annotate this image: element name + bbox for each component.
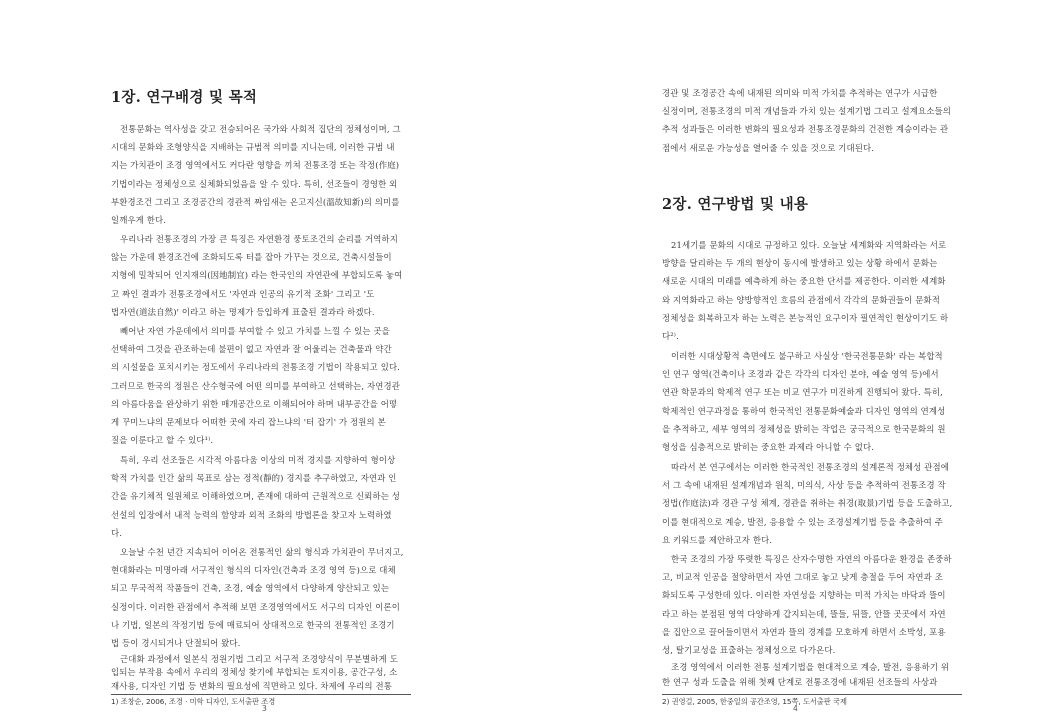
text-line: 고, 비교적 인공을 절양하면서 자연 그대로 놓고 낮게 층절을 두어 자연과 조 <box>662 572 943 583</box>
text-line: 추적 성과들은 이러한 변화의 필요성과 전통조경문화의 건전한 계승이라는 관 <box>662 124 949 135</box>
text-line: 의 시설물을 포치시키는 정도에서 우리나라의 전통조경 기법이 작용되고 있다. <box>111 362 400 373</box>
text-line: 다. <box>111 527 123 538</box>
text-line: 근대화 과정에서 일본식 정원기법 그리고 서구적 조경양식이 무분별하게 도 <box>120 654 398 664</box>
text-line: 을 추적하고, 세부 영역의 정체성을 밝히는 작업은 궁극적으로 한국문화의 원 <box>662 423 946 434</box>
footnote: 1) 조창순, 2006, 조경 · 미학 디자인, 도서출판 조경 <box>111 697 276 706</box>
text-line: 요 키워드를 제안하고자 한다. <box>662 534 773 545</box>
text-line: 선택하여 그것을 관조하는데 불편이 없고 자연과 잘 어울리는 건축물과 약간 <box>111 344 392 355</box>
text-line: 실정이며, 전통조경의 미적 개념들과 가치 있는 설계기법 그리고 설계요소들의 <box>662 106 951 117</box>
text-line: 기법이라는 정체성으로 실체화되었음을 알 수 있다. 특히, 선조들이 경영한 외 <box>111 178 398 189</box>
text-line: 새로운 시대의 미래를 예측하게 하는 중요한 단서를 제공한다. 이러한 세계화 <box>662 276 946 287</box>
text-line: 입되는 부작용 속에서 우리의 정체성 찾기에 부합되는 토지이용, 공간구성, 소 <box>111 667 398 678</box>
left-page <box>0 0 530 722</box>
paragraph <box>662 660 964 689</box>
footnote-separator <box>662 694 962 695</box>
paragraph <box>662 84 964 157</box>
text-line: 지는 가치관이 조경 영역에서도 커다란 영향을 끼쳐 전통조경 또는 작정(作庭) <box>111 160 400 171</box>
text-line: 일깨우게 한다. <box>111 215 167 226</box>
paragraph <box>111 230 413 321</box>
footnote-separator <box>111 694 411 695</box>
text-line: 시대의 문화와 조형양식을 지배하는 규범적 의미를 지니는데, 이러한 규범 내 <box>111 142 395 153</box>
text-line: 다²⁾. <box>662 331 679 342</box>
text-line: 경관 및 조경공간 속에 내재된 의미와 미적 가치를 추적하는 연구가 시급한 <box>662 88 938 98</box>
text-line: 서 그 속에 내재된 설계개념과 원칙, 미의식, 사상 등을 추적하여 전통조경 작 <box>662 480 946 491</box>
chapter-heading: 2장. 연구방법 및 내용 <box>662 196 809 213</box>
text-line: 점에서 새로운 가능성을 열어줄 수 있을 것으로 기대된다. <box>662 142 875 153</box>
text-line: 간을 유기체적 일원체로 이해하였으며, 존재에 대하여 근원적으로 신뢰하는 성 <box>111 491 400 502</box>
text-line: 부환경조건 그리고 조경공간의 경관적 짜임새는 온고지신(溫故知新)의 의미를 <box>111 196 400 207</box>
text-line: 전통문화는 역사성을 갖고 전승되어온 국가와 사회적 집단의 정체성이며, 그 <box>120 124 401 134</box>
text-line: 정체성을 회복하고자 하는 노력은 본능적인 요구이자 필연적인 현상이기도 하 <box>662 312 949 323</box>
chapter-heading: 1장. 연구배경 및 목적 <box>111 89 258 106</box>
text-line: 21세기를 문화의 시대로 규정하고 있다. 오늘날 세계화와 지역화라는 서로 <box>671 240 947 250</box>
text-line: 실정이다. 이러한 관점에서 추적해 보면 조경영역에서도 서구의 디자인 이론이 <box>111 601 400 612</box>
paragraph <box>662 550 964 659</box>
text-line: 법자연(道法自然)' 이라고 하는 명제가 등입하게 표출된 결과라 하겠다. <box>111 306 375 317</box>
text-line: 않는 가운데 환경조건에 조화되도록 터를 잡아 가꾸는 것으로, 건축시설들이 <box>111 252 392 263</box>
paragraph <box>662 458 964 549</box>
paragraph <box>111 120 413 229</box>
text-line: 라고 하는 분점된 영역 다양하게 갑지되는데, 뜰들, 뒤뜰, 안뜰 곳곳에서 자연 <box>662 608 946 619</box>
text-line: 성, 탈기교성을 표출하는 정체성으로 다가온다. <box>662 645 836 656</box>
text-line: 을 집안으로 끌어들이면서 자연과 뜰의 경계를 모호하게 하면서 소박성, 포용 <box>662 626 946 637</box>
text-line: 질을 이룬다고 할 수 있다¹⁾. <box>111 435 214 446</box>
text-line: 정법(作庭法)과 경관 구성 체계, 경관을 취하는 취경(取景)기법 등을 도출하고, <box>662 498 953 509</box>
right-page <box>531 0 1061 722</box>
text-line: 화되도록 구성한데 있다. 이러한 자연성을 지향하는 미적 가치는 바닥과 뜰이 <box>662 590 946 601</box>
paragraph <box>662 236 964 345</box>
page-number: 3 <box>262 704 267 713</box>
text-line: 이러한 시대상황적 측면에도 불구하고 사실상 '한국전통문화' 라는 복합적 <box>671 351 943 361</box>
text-line: 법 등이 경시되거나 단절되어 왔다. <box>111 638 241 649</box>
text-line: 오늘날 수천 년간 지속되어 이어온 전통적인 삶의 형식과 가치관이 무너지고, <box>120 547 404 557</box>
text-line: 한 연구 성과 도출을 위해 첫째 단계로 전통조경에 내재된 선조들의 사상과 <box>662 676 938 687</box>
paragraph <box>111 451 413 542</box>
text-line: 의 아름다움을 완상하기 위한 매개공간으로 이해되어야 하며 내부공간을 어떻 <box>111 398 398 409</box>
text-line: 되고 무국적적 작품들이 건축, 조경, 예술 영역에서 다양하게 양산되고 있는 <box>111 583 390 594</box>
text-line: 와 지역화라고 하는 양방향적인 흐름의 관점에서 각각의 문화권들이 문화적 <box>662 294 940 305</box>
text-line: 따라서 본 연구에서는 이러한 한국적인 전통조경의 설계론적 정체성 관점에 <box>671 462 949 472</box>
text-line: 인 연구 영역(건축이나 조경과 같은 각각의 디자인 분야, 예술 영역 등)에서 <box>662 369 939 380</box>
text-line: 빼어난 자연 가운데에서 의미를 부여할 수 있고 가치를 느낄 수 있는 곳을 <box>120 326 390 336</box>
text-line: 이를 현대적으로 계승, 발전, 응용할 수 있는 조경설계기법 등을 추출하여 주 <box>662 516 943 527</box>
paragraph <box>111 653 413 693</box>
text-line: 게 꾸미느냐의 문제보다 어떠한 곳에 자리 잡느냐의 '터 잡기' 가 정원의 본 <box>111 417 386 428</box>
text-line: 학제적인 연구과정을 통하여 한국적인 전통문화예술과 디자인 영역의 연계성 <box>662 405 946 416</box>
text-line: 재사용, 디자인 기법 등 변화의 필요성에 직면하고 있다. 차제에 우리의 전통 <box>111 680 392 691</box>
page-number: 4 <box>793 704 798 713</box>
text-line: 나 기법, 일본의 작정기법 등에 매료되어 상대적으로 한국의 전통적인 조경기 <box>111 619 395 630</box>
text-line: 연관 학문과의 학제적 연구 또는 비교 연구가 미진하게 진행되어 왔다. 특히, <box>662 387 943 398</box>
text-line: 우리나라 전통조경의 가장 큰 특징은 자연환경 풍토조건의 순리를 거역하지 <box>120 234 398 244</box>
text-line: 조경 영역에서 이러한 전통 설계기법을 현대적으로 계승, 발전, 응용하기 위 <box>671 662 950 672</box>
text-line: 그러므로 한국의 정원은 산수형국에 어떤 의미를 부여하고 선택하는, 자연경관 <box>111 380 400 391</box>
text-line: 현대화라는 미명아래 서구적인 형식의 디자인(건축과 조경 영역 등)으로 대체 <box>111 565 396 576</box>
text-line: 특히, 우리 선조들은 시각적 아름다움 이상의 미적 경지를 지향하여 형이상 <box>120 455 396 465</box>
text-line: 한국 조경의 가장 뚜렷한 특징은 산자수명한 자연의 아름다운 환경을 존중하 <box>671 554 952 564</box>
footnote: 2) 권영걸, 2005, 한중일의 공간조영, 15쪽, 도서출판 국제 <box>662 697 847 706</box>
text-line: 지형에 밀착되어 인지재의(因地制宜) 라는 한국인의 자연관에 부합되도록 놓여 <box>111 270 403 281</box>
paragraph <box>111 543 413 652</box>
text-line: 학적 가치를 인간 삶의 목표로 삼는 정적(靜的) 경지를 추구하였고, 자연과 인 <box>111 473 397 484</box>
text-line: 방향을 달리하는 두 개의 현상이 동시에 발생하고 있는 상황 하에서 문화는 <box>662 258 938 269</box>
text-line: 고 짜인 결과가 전통조경에서도 '자연과 인공의 유기적 조화' 그리고 '도 <box>111 288 375 299</box>
paragraph <box>662 347 964 456</box>
text-line: 형성을 심층적으로 밝히는 중요한 과제라 아니할 수 없다. <box>662 442 875 453</box>
paragraph <box>111 322 413 449</box>
text-line: 선설의 입장에서 내적 능력의 함양과 외적 조화의 방법론을 찾고자 노력하였 <box>111 509 392 520</box>
